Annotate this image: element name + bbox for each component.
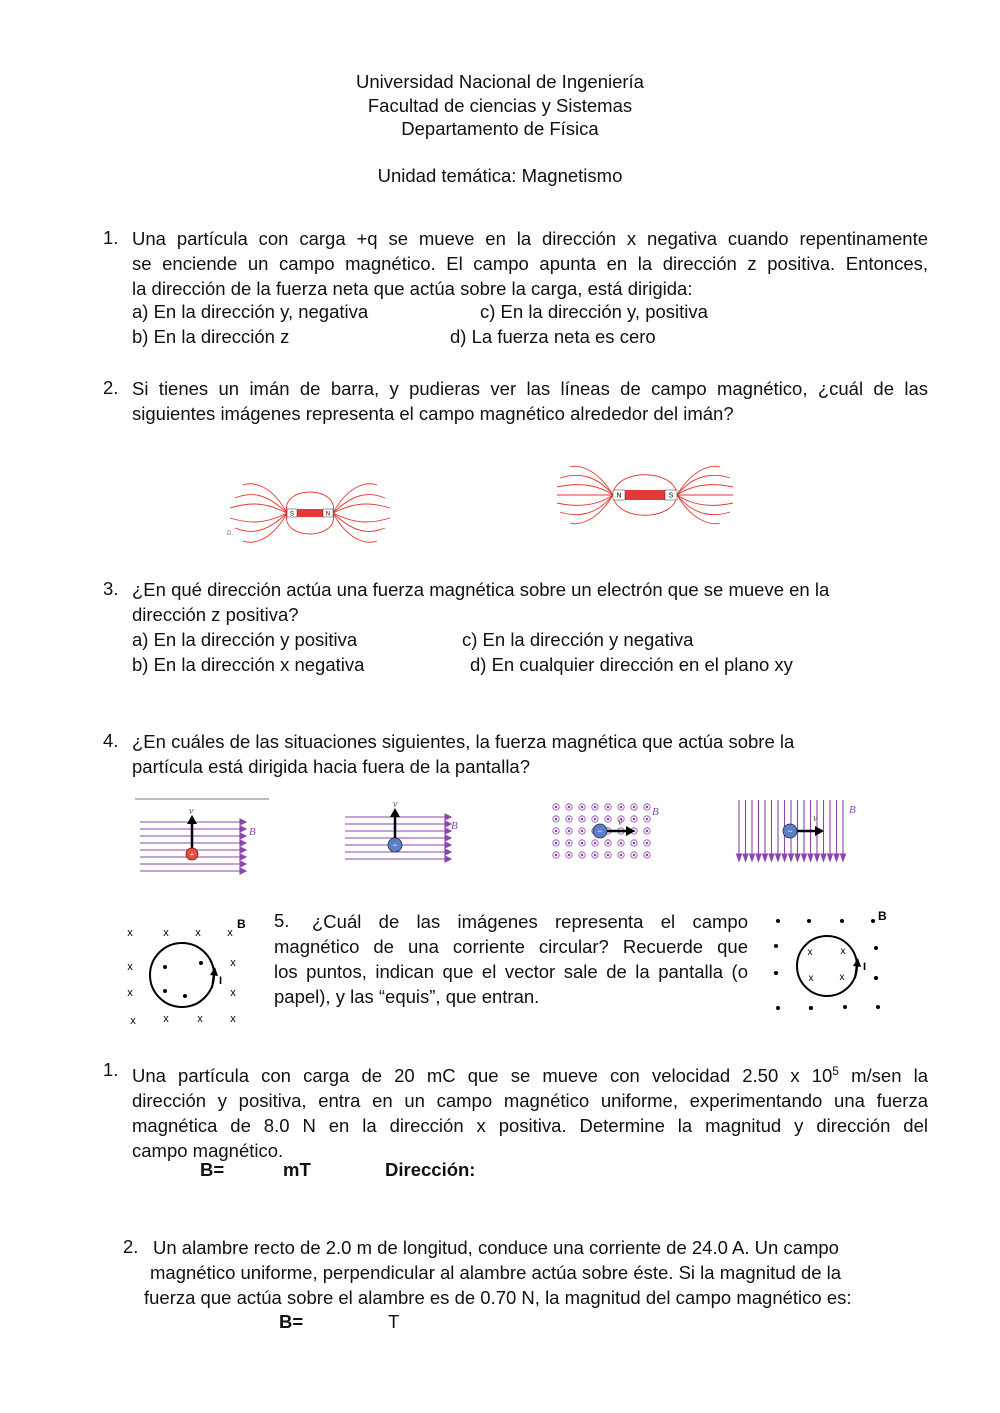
option-d[interactable]: d) La fuerza neta es cero	[450, 326, 656, 347]
field-label: B	[451, 820, 458, 832]
circular-current-figure-right[interactable]	[765, 908, 895, 1018]
velocity-label: v	[393, 799, 398, 810]
field-out-marker	[620, 806, 622, 808]
x-mark: x	[840, 946, 846, 957]
pole-label: S	[289, 511, 295, 518]
document-header	[0, 70, 1000, 187]
circular-current-figure-left[interactable]	[118, 913, 258, 1028]
problem-number: 1.	[103, 1059, 119, 1080]
x-mark: x	[195, 927, 201, 939]
field-arrowhead	[795, 854, 800, 861]
unit-title: Unidad temática: Magnetismo	[377, 164, 623, 186]
field-out-marker	[568, 818, 570, 820]
x-mark: x	[808, 973, 814, 984]
svg-text:+: +	[189, 850, 195, 859]
field-out-marker	[620, 842, 622, 844]
answer-direction-label: Dirección:	[385, 1159, 476, 1180]
field-label: B	[249, 826, 256, 838]
problem-text-line: Un alambre recto de 2.0 m de longitud, conduce una corriente de 24.0 A. Un campo	[153, 1237, 839, 1258]
x-mark: x	[839, 972, 845, 983]
exponent: 5	[832, 1064, 839, 1078]
figure-tag: D.	[227, 531, 233, 537]
bar-magnet-figure-left[interactable]	[225, 480, 395, 545]
x-mark: x	[230, 987, 236, 999]
option-c[interactable]: c) En la dirección y negativa	[462, 629, 694, 650]
field-out-marker	[607, 818, 609, 820]
field-arrowhead	[841, 854, 846, 861]
x-mark: x	[127, 987, 133, 999]
svg-text:−: −	[392, 840, 398, 850]
pole-label: N	[325, 511, 331, 518]
field-out-marker	[555, 830, 557, 832]
svg-text:−: −	[597, 826, 603, 836]
field-label: B	[878, 909, 887, 923]
question-text-line: ¿En qué dirección actúa una fuerza magnética sobre un electrón que se mueve en la	[132, 579, 830, 600]
field-arrowhead	[776, 854, 781, 861]
problem-number: 2.	[123, 1236, 139, 1257]
field-arrowhead	[743, 854, 748, 861]
situation-figure-a[interactable]	[135, 797, 275, 887]
field-out-marker	[555, 818, 557, 820]
field-arrowhead	[782, 854, 787, 861]
problem-text-line	[132, 1059, 928, 1089]
question-text-line: Una partícula con carga +q se mueve en la dirección x negativa cuando repentinamente	[132, 228, 928, 249]
field-out-marker	[568, 830, 570, 832]
field-out-marker	[607, 854, 609, 856]
field-out-marker	[633, 842, 635, 844]
field-out-marker	[607, 842, 609, 844]
field-out-marker	[581, 818, 583, 820]
x-mark: x	[130, 1015, 136, 1027]
question-text-line: la dirección de la fuerza neta que actúa sobre la carga, está dirigida:	[132, 277, 693, 299]
field-arrowhead	[808, 854, 813, 861]
question-text-line: ¿En cuáles de las situaciones siguientes, la fuerza magnética que actúa sobre la	[132, 731, 795, 752]
field-arrowhead	[815, 854, 820, 861]
current-label: I	[219, 975, 223, 987]
x-mark: x	[227, 927, 233, 939]
question-number: 1.	[103, 227, 119, 248]
question-text-line: los puntos, indican que el vector sale de la pantalla (o	[274, 960, 748, 982]
field-out-marker	[594, 818, 596, 820]
field-out-marker	[646, 854, 648, 856]
field-out-marker	[633, 806, 635, 808]
x-mark: x	[127, 927, 133, 939]
bar-magnet-figure-right[interactable]	[555, 463, 735, 528]
field-out-marker	[594, 842, 596, 844]
question-text-line: partícula está dirigida hacia fuera de la pantalla?	[132, 755, 531, 777]
field-arrowhead	[828, 854, 833, 861]
question-text-line: dirección z positiva?	[132, 603, 299, 625]
field-out-marker	[646, 806, 648, 808]
field-arrowhead	[737, 854, 742, 861]
problem-text-line: fuerza que actúa sobre el alambre es de 0.70 N, la magnitud del campo magnético es:	[144, 1287, 852, 1308]
situation-figure-c[interactable]	[548, 797, 678, 867]
field-out-marker	[555, 806, 557, 808]
field-out-marker	[594, 806, 596, 808]
x-mark: x	[163, 927, 169, 939]
situation-figure-d[interactable]	[735, 797, 875, 867]
answer-unit-label: T	[388, 1311, 400, 1332]
x-mark: x	[127, 961, 133, 973]
x-mark: x	[230, 957, 236, 969]
option-a[interactable]: a) En la dirección y positiva	[132, 629, 358, 650]
question-text-line: papel), y las “equis”, que entran.	[274, 985, 540, 1007]
pole-label: S	[668, 492, 674, 500]
problem-text-line: magnético uniforme, perpendicular al alambre actúa sobre éste. Si la magnitud de la	[150, 1262, 842, 1283]
field-out-marker	[581, 842, 583, 844]
field-out-marker	[568, 842, 570, 844]
pole-label: N	[616, 492, 622, 500]
field-out-marker	[581, 854, 583, 856]
option-b[interactable]: b) En la dirección z	[132, 326, 290, 347]
current-label: I	[863, 961, 867, 973]
problem-text-segment: Una partícula con carga de 20 mC que se mueve con velocidad 2.50 x 10	[132, 1065, 833, 1087]
field-out-marker	[633, 854, 635, 856]
question-number: 3.	[103, 578, 119, 599]
field-out-marker	[620, 854, 622, 856]
field-out-marker	[568, 806, 570, 808]
problem-text-segment: m/sen la	[838, 1065, 928, 1087]
question-text-line: ¿Cuál de las imágenes representa el campo	[312, 911, 748, 932]
field-out-marker	[646, 818, 648, 820]
field-label: B	[849, 804, 856, 816]
field-label: B	[237, 917, 246, 931]
question-text-line: siguientes imágenes representa el campo magnético alrededor del imán?	[132, 402, 734, 424]
answer-b-label: B=	[279, 1311, 304, 1332]
question-number: 2.	[103, 377, 119, 398]
velocity-label: v	[618, 817, 623, 828]
x-mark: x	[163, 1013, 169, 1025]
question-text-line: se enciende un campo magnético. El campo apunta en la dirección z positiva. Entonces,	[132, 252, 928, 274]
field-arrowhead	[763, 854, 768, 861]
field-arrowhead	[750, 854, 755, 861]
field-arrowhead	[789, 854, 794, 861]
option-c[interactable]: c) En la dirección y, positiva	[480, 301, 708, 322]
velocity-label: v	[189, 806, 194, 817]
question-number: 4.	[103, 730, 119, 751]
field-out-marker	[633, 818, 635, 820]
velocity-label: v	[813, 813, 818, 824]
field-label: B	[652, 806, 659, 818]
situation-figure-b[interactable]	[345, 797, 475, 877]
question-text-line: magnético de una corriente circular? Recuerde que	[274, 936, 748, 957]
field-arrowhead	[769, 854, 774, 861]
problem-text-line: magnética de 8.0 N en la dirección x positiva. Determine la magnitud y dirección del	[132, 1114, 928, 1136]
problem-text-line: dirección y positiva, entra en un campo magnético uniforme, experimentando una fuerza	[132, 1089, 928, 1111]
field-out-marker	[555, 842, 557, 844]
x-mark: x	[197, 1013, 203, 1025]
field-out-marker	[555, 854, 557, 856]
field-out-marker	[581, 830, 583, 832]
svg-text:−: −	[787, 826, 793, 836]
department-name: Departamento de Física	[401, 118, 599, 139]
field-arrowhead	[834, 854, 839, 861]
field-out-marker	[568, 854, 570, 856]
field-out-marker	[594, 854, 596, 856]
question-number: 5.	[274, 910, 290, 931]
question-text-line: Si tienes un imán de barra, y pudieras ver las líneas de campo magnético, ¿cuál de las	[132, 378, 928, 399]
field-out-marker	[581, 806, 583, 808]
problem-text-line: campo magnético.	[132, 1139, 284, 1161]
option-a[interactable]: a) En la dirección y, negativa	[132, 301, 369, 322]
field-arrowhead	[756, 854, 761, 861]
field-out-marker	[607, 806, 609, 808]
answer-b-label: B=	[200, 1159, 225, 1180]
option-d[interactable]: d) En cualquier dirección en el plano xy	[470, 654, 793, 675]
field-arrowhead	[821, 854, 826, 861]
field-arrowhead	[802, 854, 807, 861]
answer-unit-label: mT	[283, 1159, 311, 1180]
university-name: Universidad Nacional de Ingeniería	[356, 71, 644, 92]
field-out-marker	[646, 830, 648, 832]
field-out-marker	[646, 842, 648, 844]
x-mark: x	[230, 1013, 236, 1025]
faculty-name: Facultad de ciencias y Sistemas	[367, 94, 633, 116]
option-b[interactable]: b) En la dirección x negativa	[132, 654, 365, 675]
x-mark: x	[807, 947, 813, 958]
